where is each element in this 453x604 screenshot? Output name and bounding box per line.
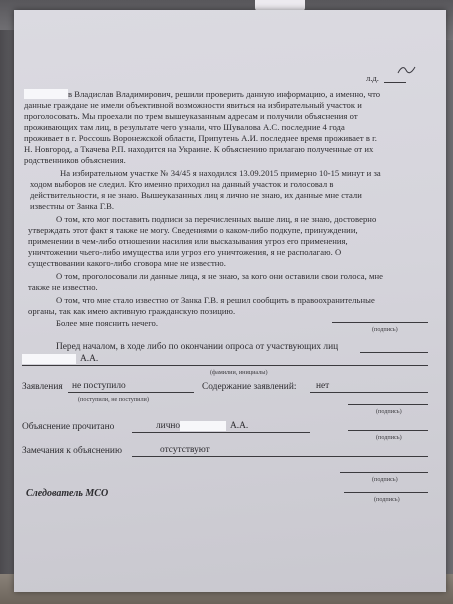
read-label: Объяснение прочитано [22,422,115,432]
participants-line-a [360,352,428,353]
signature-caption-3: (подпись) [376,434,402,441]
body-line-16: существовании какого-либо сговора мне не известно. [28,258,226,268]
page-ref-line [384,82,406,83]
statements-caption: (поступили, не поступили) [78,396,149,403]
redaction-mark [180,421,226,431]
body-line-13: утверждать этот факт я также не могу. Сведениями о каком-либо подкупе, принуждении, [28,225,358,235]
body-line-20: органы, так как имею активную гражданскую позицию. [28,306,236,316]
body-line-17: О том, проголосовали ли данные лица, я не знаю, за кого они оставили свои голоса, мне [56,271,384,281]
redaction-mark [24,89,68,99]
signature-caption-1: (подпись) [372,326,398,333]
participants-label: Перед началом, в ходе либо по окончании опроса от участвующих лиц [56,342,339,352]
body-line-15: уничтожении чьего-либо имущества или угроз его уничтожения, я не располагаю. О [28,247,342,257]
signature-line-3 [348,430,428,431]
body-line-5: проживает в г. Россошь Воронежской области, Припутень А.И. последнее время проживает в г. [24,133,377,143]
body-line-12: О том, кто мог поставить подписи за перечисленных выше лиц, я не знаю, достоверно [56,214,377,224]
remarks-line [132,456,428,457]
signature-caption-2: (подпись) [376,408,402,415]
participants-caption: (фамилии, инициалы) [210,369,268,376]
body-line-4: проживающих там лиц, в результате чего узнали, что Шувалова А.С. последние 4 года [24,122,345,132]
body-line-1: в Владислав Владимирович, решили проверить данную информацию, а именно, что [24,89,380,100]
read-value-prefix: лично [156,421,181,431]
participants-value-row [22,354,76,365]
body-line-6: Н. Новгород, а Ткачева Р.П. находится на Украине. К объяснению прилагаю полученные от их [24,144,374,154]
body-line-2: данные граждане не имели объективной возможности явиться на избирательный участок и [24,100,362,110]
signature-line-4 [340,472,428,473]
statements-content-line [310,392,428,393]
signature-caption-4: (подпись) [372,476,398,483]
body-line-11: известны от Занка Г.В. [30,201,115,211]
participants-value: А.А. [80,354,99,364]
body-line-10: действительности, я не знаю. Вышеуказанных лиц я лично не знаю, их данные мне стали [30,190,362,200]
remarks-label: Замечания к объяснению [22,446,122,456]
signature-line-2 [348,404,428,405]
investigator-label: Следователь МСО [26,488,109,499]
document-sheet [14,10,446,592]
redaction-mark [22,354,76,364]
body-line-7: родственников объяснения. [24,155,126,165]
body-line-14: применении в чем-либо отношении насилия или высказывания угроз его применения, [28,236,348,246]
read-value-suffix: А.А. [230,421,249,431]
statements-label: Заявления [22,382,63,392]
body-line-19: О том, что мне стало известно от Занка Г.В. я решил сообщить в правоохранительные [56,295,375,305]
remarks-value: отсутствуют [160,445,210,455]
desk-background-left [0,30,14,590]
body-line-18: также не известно. [28,282,98,292]
body-line-3: проголосовать. Мы проехали по трем вышеуказанным адресам и получили объяснения от [24,111,358,121]
signature-line-1 [332,322,428,323]
read-value-redacted [180,421,226,432]
body-line-8: На избирательном участке № 34/45 я находился 13.09.2015 примерно 10-15 минут и за [60,168,381,178]
body-line-21: Более мне пояснить нечего. [56,318,159,328]
page-ref: л.д. [366,73,379,83]
read-line [132,432,310,433]
statements-content-value: нет [316,381,330,391]
signature-line-5 [344,492,428,493]
body-line-9: ходом выборов не следил. Кто именно приходил на данный участок и голосовал в [30,179,334,189]
statements-value: не поступило [72,381,126,391]
statements-line [68,392,194,393]
participants-line-b [22,365,428,366]
page-number-scribble [396,65,418,75]
statements-content-label: Содержание заявлений: [202,382,297,392]
signature-caption-5: (подпись) [374,496,400,503]
